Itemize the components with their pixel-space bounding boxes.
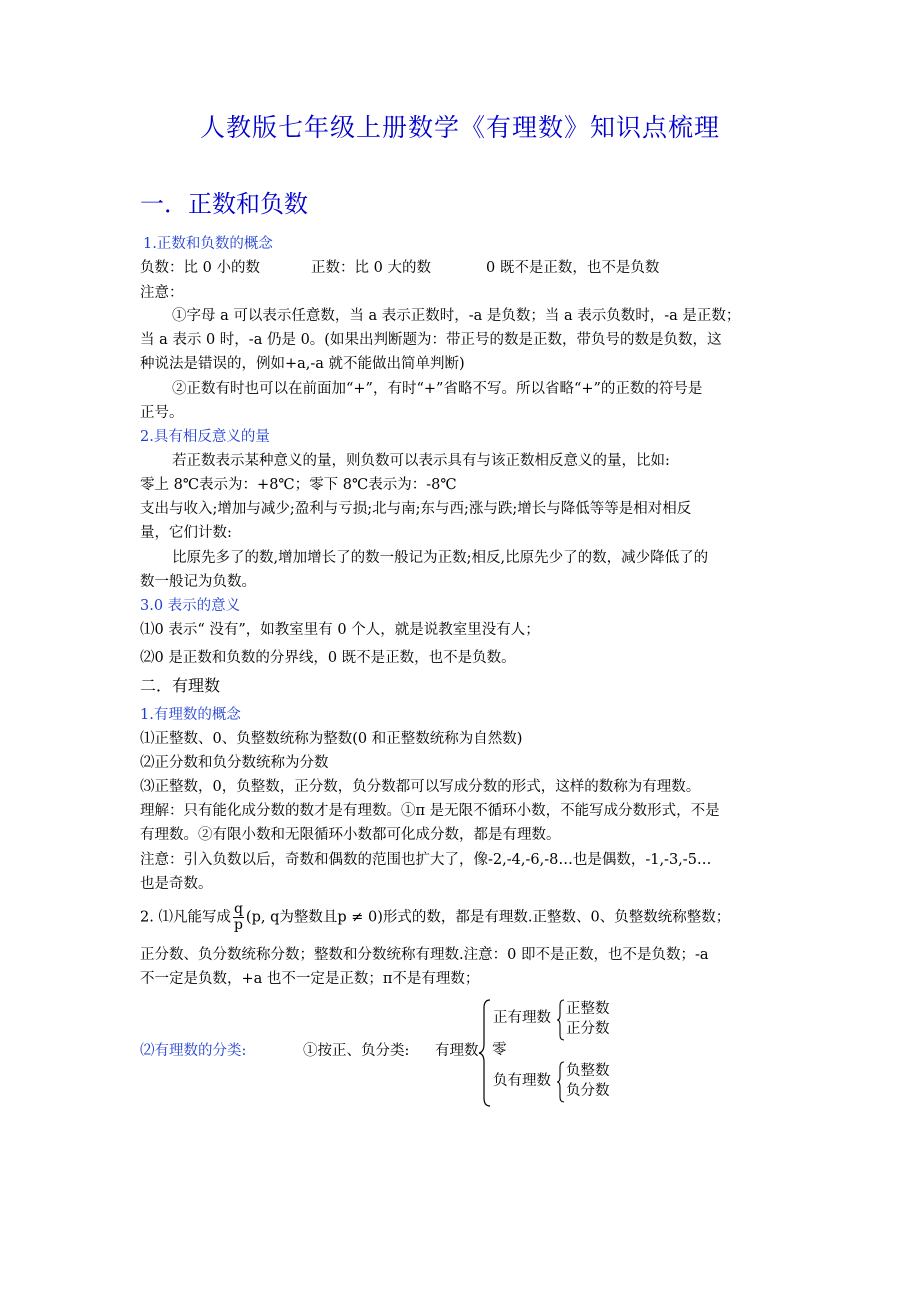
sub1-heading: 1.正数和负数的概念	[143, 236, 273, 252]
tree-neg-frac: 负分数	[566, 1083, 610, 1099]
definition-line3: 不一定是负数，+a 也不一定是正数；π不是有理数；	[140, 971, 480, 987]
sub3-heading: 3.0 表示的意义	[140, 598, 241, 614]
rational-line2: ⑵正分数和负分数统称为分数	[140, 755, 329, 771]
classification-label: ⑵有理数的分类:	[140, 1043, 247, 1059]
rational-line7: 也是奇数。	[140, 876, 213, 892]
definition-condition: (p, q为整数且p ≠ 0)	[245, 909, 383, 926]
opposite-line5: 比原先多了的数,增加增长了的数一般记为正数;相反,比原先少了的数，减少降低了的	[172, 550, 709, 566]
zero-meaning-line2: ⑵0 是正数和负数的分界线，0 既不是正数，也不是负数。	[140, 650, 516, 666]
note2-line2: 正号。	[140, 405, 184, 421]
classification-method: ①按正、负分类:	[303, 1043, 410, 1059]
opposite-line4: 量，它们计数:	[140, 525, 232, 541]
section2-heading: 二．有理数	[140, 676, 221, 695]
definition-line1	[140, 902, 730, 933]
definition-line2: 正分数、负分数统称分数；整数和分数统称有理数.注意：0 即不是正数，也不是负数；-a	[140, 947, 709, 963]
fraction-denominator: p	[233, 917, 243, 933]
opposite-line1: 若正数表示某种意义的量，则负数可以表示具有与该正数相反意义的量，比如:	[172, 453, 670, 469]
note-label: 注意：	[140, 285, 184, 301]
rational-sub1-heading: 1.有理数的概念	[140, 707, 241, 723]
tree-pos-rational: 正有理数	[493, 1010, 551, 1026]
sub2-heading: 2.具有相反意义的量	[140, 429, 270, 445]
tree-zero: 零	[492, 1042, 507, 1058]
opposite-line6: 数一般记为负数。	[140, 574, 256, 590]
rational-line4: 理解：只有能化成分数的数才是有理数。①π 是无限不循环小数，不能写成分数形式，不是	[140, 803, 720, 819]
note1-line3: 种说法是错误的，例如+a,-a 就不能做出简单判断)	[140, 356, 465, 372]
note1-line1: ①字母 a 可以表示任意数，当 a 表示正数时，-a 是负数；当 a 表示负数时，-a 是正数；	[172, 308, 741, 324]
big-brace-icon	[478, 998, 492, 1108]
pos-brace-icon	[556, 999, 566, 1041]
note1-line2: 当 a 表示 0 时，-a 仍是 0。(如果出判断题为：带正号的数是正数，带负号的数是负数，这	[140, 332, 722, 348]
definition-suffix: 形式的数，都是有理数.正整数、0、负整数统称整数；	[382, 909, 731, 926]
document-title: 人教版七年级上册数学《有理数》知识点梳理	[199, 113, 720, 142]
rational-line6: 注意：引入负数以后，奇数和偶数的范围也扩大了，像-2,-4,-6,-8…也是偶数，-1,-3,-5…	[140, 852, 712, 868]
zero-meaning-line1: ⑴0 表示“ 没有”，如教室里有 0 个人，就是说教室里没有人；	[140, 622, 540, 638]
pos-def: 正数：比 0 大的数	[311, 260, 431, 276]
note2-line1: ②正数有时也可以在前面加“+”，有时“+”省略不写。所以省略“+”的正数的符号是	[172, 381, 703, 397]
section1-heading: 一．正数和负数	[140, 190, 308, 218]
tree-pos-frac: 正分数	[566, 1021, 610, 1037]
tree-pos-int: 正整数	[566, 1001, 610, 1017]
neg-brace-icon	[556, 1061, 566, 1103]
rational-line1: ⑴正整数、0、负整数统称为整数(0 和正整数统称为自然数)	[140, 731, 523, 747]
tree-root: 有理数	[435, 1043, 479, 1059]
zero-def: 0 既不是正数，也不是负数	[486, 260, 660, 276]
opposite-line3: 支出与收入;增加与减少;盈利与亏损;北与南;东与西;涨与跌;增长与降低等等是相对相反	[140, 501, 692, 517]
definition-prefix: 2. ⑴凡能写成	[140, 909, 231, 926]
tree-neg-rational: 负有理数	[493, 1073, 551, 1089]
tree-neg-int: 负整数	[566, 1063, 610, 1079]
opposite-line2: 零上 8℃表示为：+8℃；零下 8℃表示为：-8℃	[140, 477, 457, 493]
neg-def: 负数：比 0 小的数	[140, 260, 260, 276]
fraction-q-over-p	[233, 902, 244, 933]
rational-line5: 有理数。②有限小数和无限循环小数都可化成分数，都是有理数。	[140, 827, 561, 843]
rational-line3: ⑶正整数，0，负整数，正分数，负分数都可以写成分数的形式，这样的数称为有理数。	[140, 779, 701, 795]
fraction-numerator: q	[233, 901, 243, 917]
